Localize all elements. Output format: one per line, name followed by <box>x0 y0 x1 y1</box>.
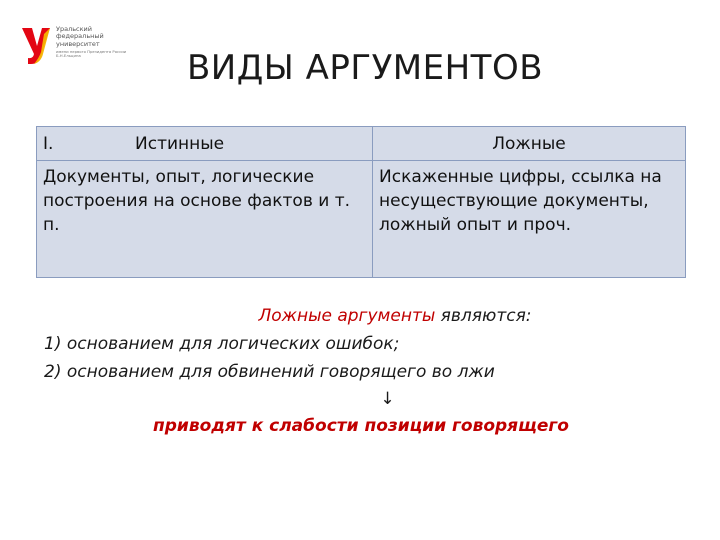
roman-numeral: I. <box>43 133 54 154</box>
slide-title: ВИДЫ АРГУМЕНТОВ <box>186 48 544 88</box>
logo-subtitle: имени первого Президента России Б.Н.Ельцина <box>56 49 127 59</box>
false-arguments-highlight: Ложные аргументы <box>258 306 436 326</box>
header-true-label: Истинные <box>135 133 225 154</box>
list-item: 1) основанием для логических ошибок; <box>44 334 400 354</box>
arguments-table <box>36 126 686 278</box>
statement-lead <box>0 302 720 330</box>
statement-rest: являются: <box>435 306 532 326</box>
conclusion-text: приводят к слабости позиции говорящего <box>153 416 569 436</box>
conclusion-block <box>0 302 720 440</box>
list-item: 2) основанием для обвинений говорящего во лжи <box>44 362 495 382</box>
header-true <box>37 127 373 161</box>
down-arrow-icon: ↓ <box>380 389 395 409</box>
logo-line-2: федеральный <box>56 32 104 41</box>
logo-line-3: университет <box>56 39 100 48</box>
logo-line-1: Уральский <box>56 25 93 33</box>
table-row <box>37 161 686 278</box>
header-false: Ложные <box>373 127 686 161</box>
cell-false-examples: Искаженные цифры, ссылка на несуществующие документы, ложный опыт и проч. <box>373 161 686 278</box>
table-header-row <box>37 127 686 161</box>
cell-true-examples: Документы, опыт, логические построения на основе фактов и т. п. <box>37 161 373 278</box>
